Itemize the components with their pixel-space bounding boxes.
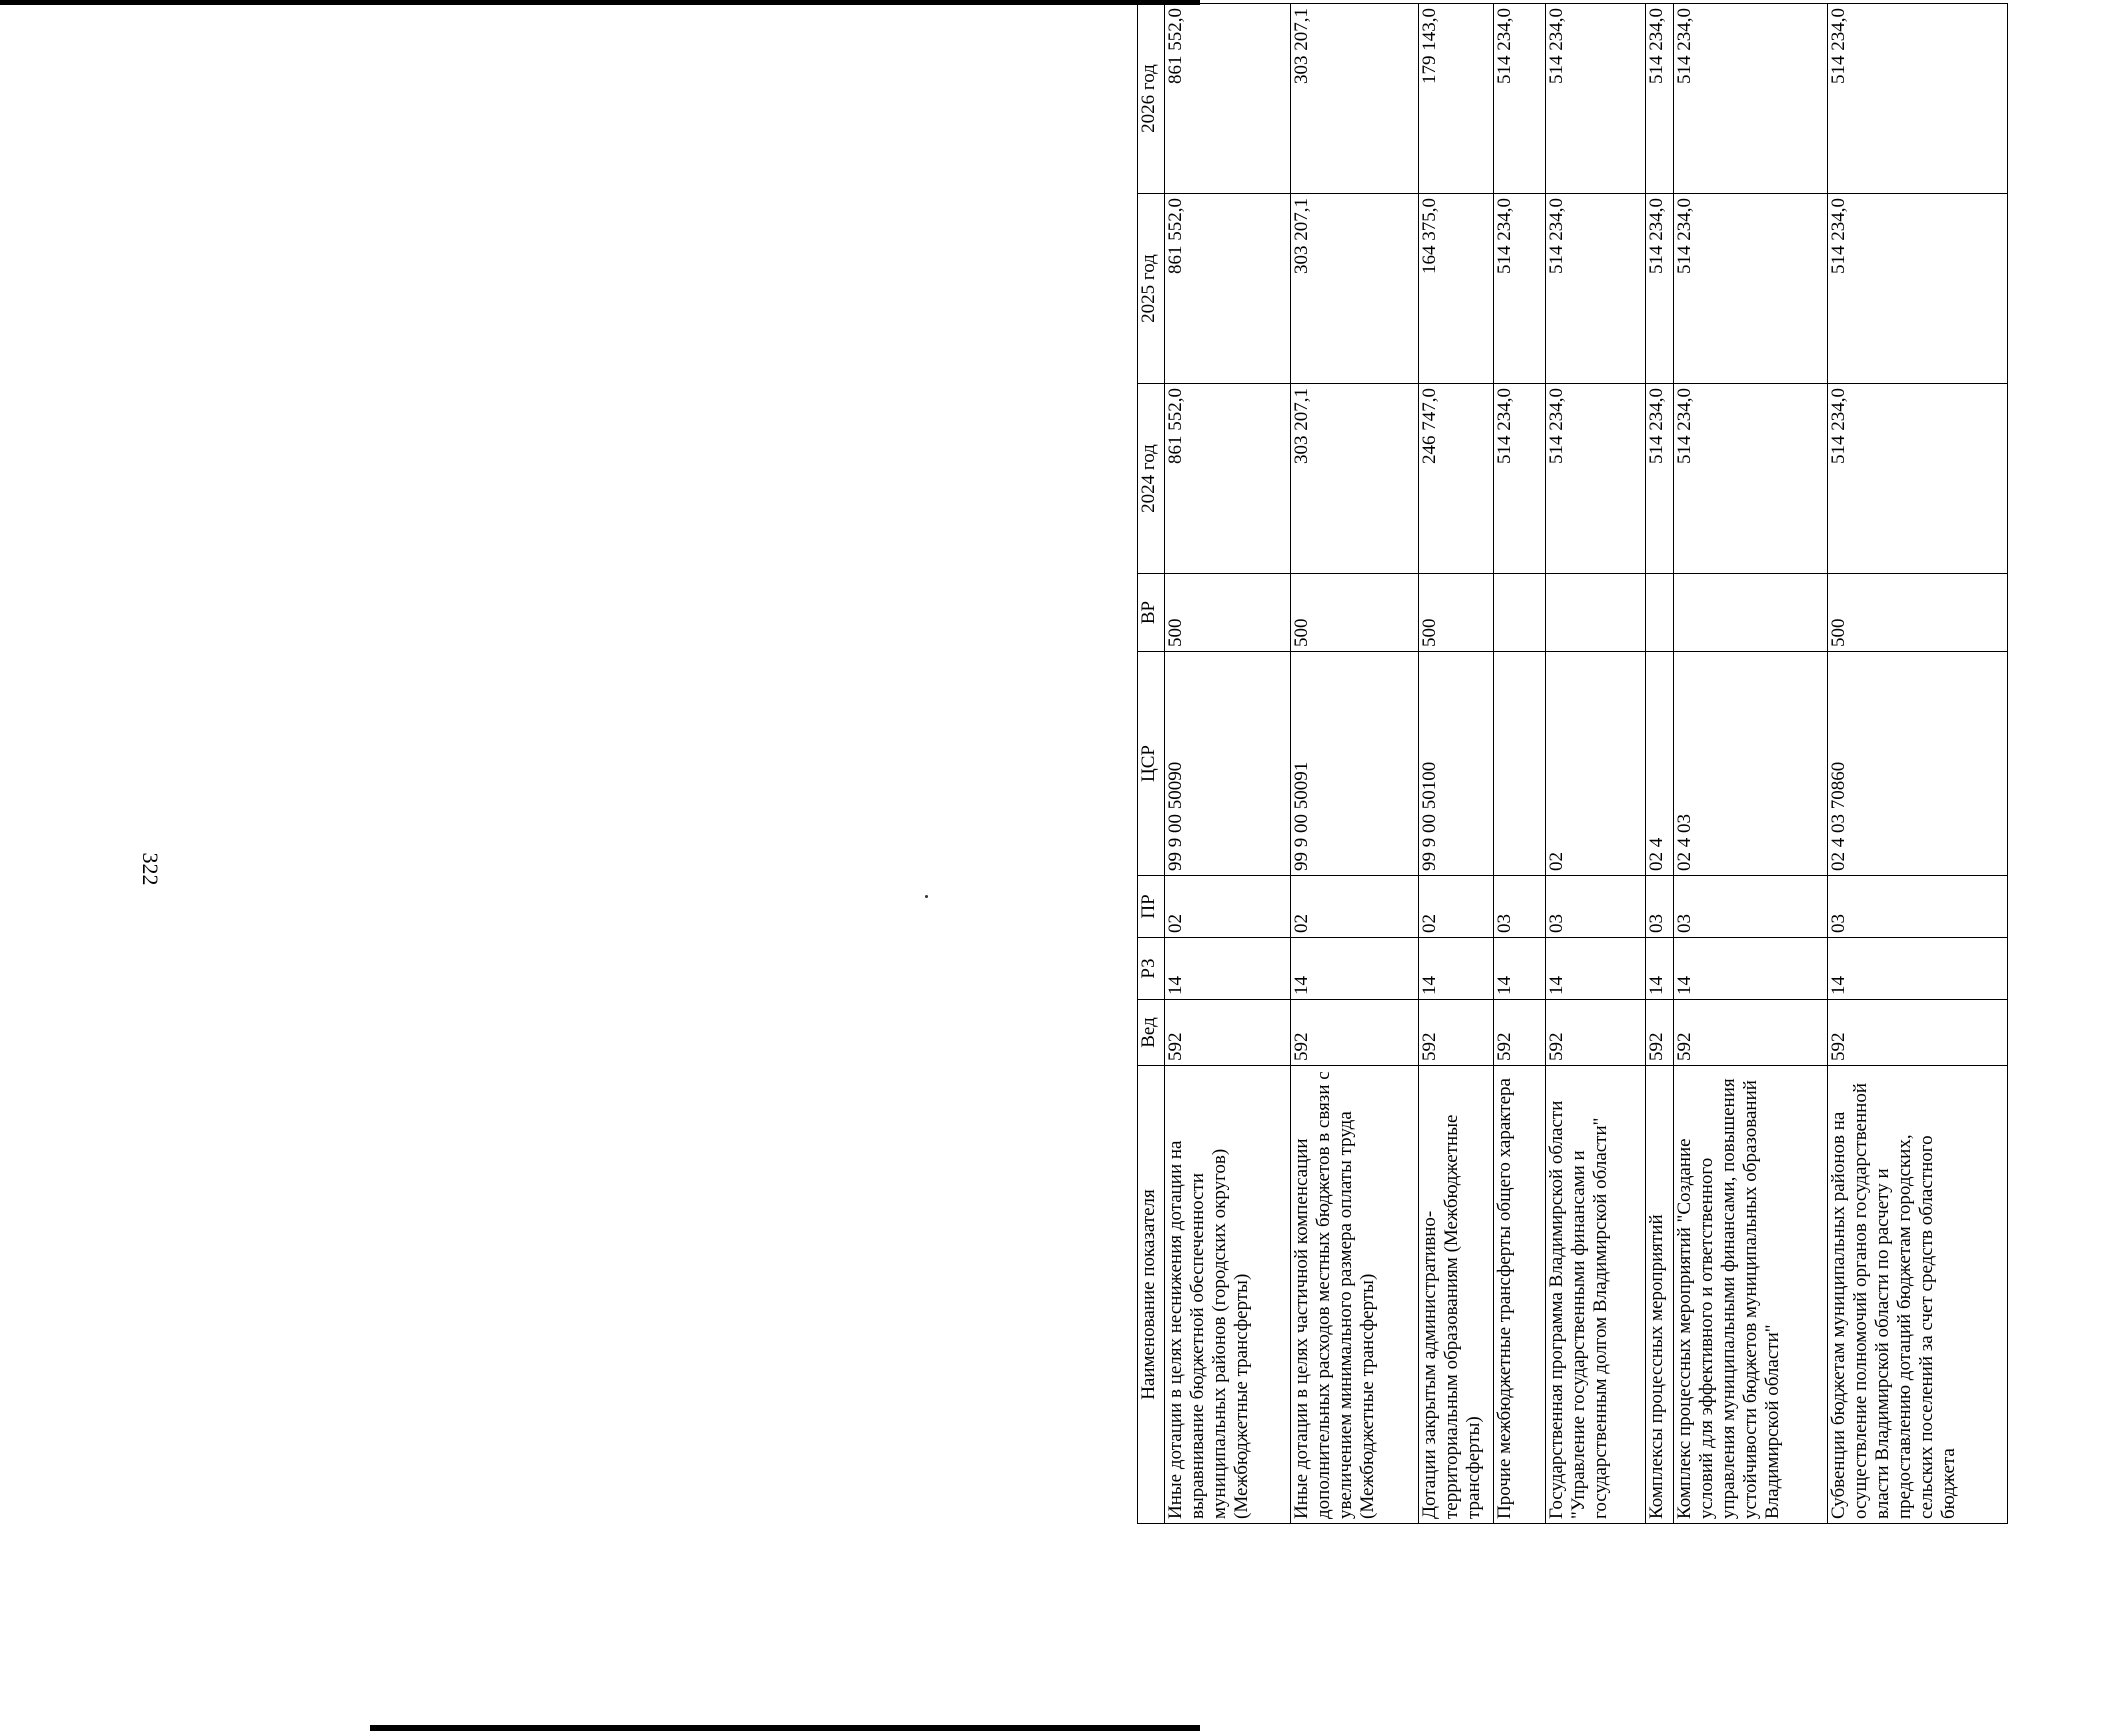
cell-2024: 246 747,0 <box>1419 384 1494 574</box>
cell-ved: 592 <box>1828 1000 2008 1066</box>
cell-2024: 514 234,0 <box>1546 384 1646 574</box>
cell-pr: 02 <box>1165 876 1291 938</box>
cell-csr: 02 4 03 <box>1674 652 1828 876</box>
cell-2026: 861 552,0 <box>1165 4 1291 194</box>
cell-name: Иные дотации в целях неснижения дотации на выравнивание бюджетной обеспеченности муниципальных районов (городских округов) (Межбюджетные трансферты) <box>1165 1066 1291 1524</box>
cell-pr: 03 <box>1494 876 1546 938</box>
cell-2025: 303 207,1 <box>1291 194 1419 384</box>
cell-2026: 514 234,0 <box>1828 4 2008 194</box>
cell-pr: 03 <box>1646 876 1674 938</box>
cell-ved: 592 <box>1646 1000 1674 1066</box>
cell-ved: 592 <box>1494 1000 1546 1066</box>
cell-name: Дотации закрытым административно-территориальным образованиям (Межбюджетные трансферты) <box>1419 1066 1494 1524</box>
cell-vr: 500 <box>1291 574 1419 652</box>
cell-2026: 514 234,0 <box>1674 4 1828 194</box>
cell-ved: 592 <box>1674 1000 1828 1066</box>
cell-pr: 02 <box>1291 876 1419 938</box>
cell-2025: 514 234,0 <box>1674 194 1828 384</box>
cell-vr: 500 <box>1165 574 1291 652</box>
scan-edge-bottom <box>370 1725 1200 1731</box>
cell-name: Прочие межбюджетные трансферты общего характера <box>1494 1066 1546 1524</box>
cell-rz: 14 <box>1646 938 1674 1000</box>
cell-pr: 02 <box>1419 876 1494 938</box>
cell-csr: 02 4 03 70860 <box>1828 652 2008 876</box>
cell-2024: 514 234,0 <box>1494 384 1546 574</box>
header-2024: 2024 год <box>1138 384 1165 574</box>
cell-name: Комплекс процессных мероприятий "Создание условий для эффективного и ответственного управления муниципальными финансами, повышения устойчивости бюджетов муниципальных образований Владимирской области" <box>1674 1066 1828 1524</box>
budget-table <box>1137 3 2008 1524</box>
cell-2026: 514 234,0 <box>1494 4 1546 194</box>
cell-csr: 99 9 00 50091 <box>1291 652 1419 876</box>
cell-vr <box>1674 574 1828 652</box>
cell-rz: 14 <box>1674 938 1828 1000</box>
cell-rz: 14 <box>1546 938 1646 1000</box>
cell-vr <box>1546 574 1646 652</box>
cell-2025: 164 375,0 <box>1419 194 1494 384</box>
table-row <box>1494 4 1546 1524</box>
table-row <box>1419 4 1494 1524</box>
cell-pr: 03 <box>1546 876 1646 938</box>
header-2026: 2026 год <box>1138 4 1165 194</box>
cell-ved: 592 <box>1165 1000 1291 1066</box>
header-csr: ЦСР <box>1138 652 1165 876</box>
cell-csr <box>1494 652 1546 876</box>
rotated-page-content <box>1137 4 2112 1524</box>
header-2025: 2025 год <box>1138 194 1165 384</box>
cell-vr <box>1494 574 1546 652</box>
cell-pr: 03 <box>1674 876 1828 938</box>
header-pr: ПР <box>1138 876 1165 938</box>
cell-2026: 514 234,0 <box>1646 4 1674 194</box>
cell-2024: 303 207,1 <box>1291 384 1419 574</box>
cell-name: Комплексы процессных мероприятий <box>1646 1066 1674 1524</box>
cell-csr: 02 <box>1546 652 1646 876</box>
cell-csr: 02 4 <box>1646 652 1674 876</box>
cell-2024: 514 234,0 <box>1646 384 1674 574</box>
table-row <box>1674 4 1828 1524</box>
header-ved: Вед <box>1138 1000 1165 1066</box>
table-row <box>1546 4 1646 1524</box>
cell-name: Иные дотации в целях частичной компенсации дополнительных расходов местных бюджетов в связи с увеличением минимального размера оплаты труда (Межбюджетные трансферты) <box>1291 1066 1419 1524</box>
table-row <box>1165 4 1291 1524</box>
cell-vr <box>1646 574 1674 652</box>
cell-2024: 514 234,0 <box>1828 384 2008 574</box>
cell-2025: 861 552,0 <box>1165 194 1291 384</box>
cell-pr: 03 <box>1828 876 2008 938</box>
table-row <box>1291 4 1419 1524</box>
page-number: 322 <box>138 852 163 886</box>
cell-2025: 514 234,0 <box>1646 194 1674 384</box>
scan-speck <box>925 895 928 898</box>
cell-2025: 514 234,0 <box>1546 194 1646 384</box>
cell-2025: 514 234,0 <box>1494 194 1546 384</box>
cell-ved: 592 <box>1291 1000 1419 1066</box>
cell-2026: 179 143,0 <box>1419 4 1494 194</box>
cell-2024: 514 234,0 <box>1674 384 1828 574</box>
cell-2026: 514 234,0 <box>1546 4 1646 194</box>
header-rz: РЗ <box>1138 938 1165 1000</box>
cell-rz: 14 <box>1494 938 1546 1000</box>
cell-name: Государственная программа Владимирской области "Управление государственными финансами и государственным долгом Владимирской области" <box>1546 1066 1646 1524</box>
table-row <box>1646 4 1674 1524</box>
header-vr: ВР <box>1138 574 1165 652</box>
cell-csr: 99 9 00 50090 <box>1165 652 1291 876</box>
cell-vr: 500 <box>1828 574 2008 652</box>
cell-2025: 514 234,0 <box>1828 194 2008 384</box>
cell-2024: 861 552,0 <box>1165 384 1291 574</box>
cell-rz: 14 <box>1165 938 1291 1000</box>
cell-ved: 592 <box>1546 1000 1646 1066</box>
cell-name: Субвенции бюджетам муниципальных районов на осуществление полномочий органов государственной власти Владимирской области по расчету и предоставлению дотаций бюджетам городских, сельских поселений за счет средств областного бюджета <box>1828 1066 2008 1524</box>
header-name: Наименование показателя <box>1138 1066 1165 1524</box>
cell-vr: 500 <box>1419 574 1494 652</box>
cell-rz: 14 <box>1419 938 1494 1000</box>
table-row <box>1828 4 2008 1524</box>
table-header-row <box>1138 4 1165 1524</box>
cell-ved: 592 <box>1419 1000 1494 1066</box>
scan-edge-top <box>0 0 1200 5</box>
cell-csr: 99 9 00 50100 <box>1419 652 1494 876</box>
cell-rz: 14 <box>1828 938 2008 1000</box>
cell-rz: 14 <box>1291 938 1419 1000</box>
cell-2026: 303 207,1 <box>1291 4 1419 194</box>
